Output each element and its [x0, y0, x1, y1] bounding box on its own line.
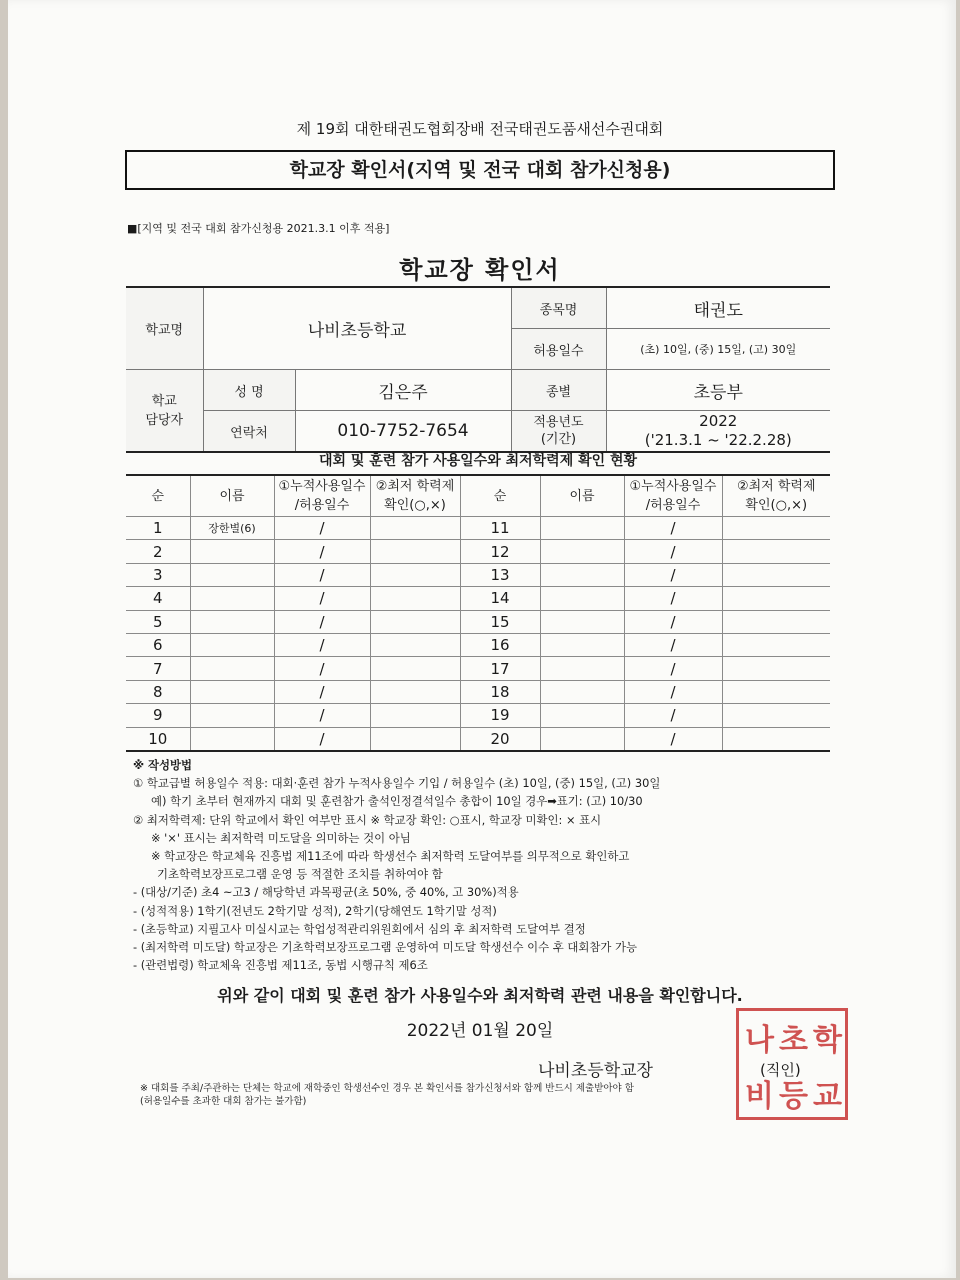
check-cell	[370, 657, 460, 680]
seal-char: 초	[779, 1023, 808, 1058]
row-number: 4	[126, 587, 190, 610]
row-number: 3	[126, 563, 190, 586]
student-name	[190, 680, 274, 703]
student-name	[540, 517, 624, 540]
check-cell	[370, 610, 460, 633]
days-cell: /	[624, 517, 722, 540]
row-number: 13	[460, 563, 540, 586]
table-row	[126, 540, 830, 563]
table-row	[126, 633, 830, 656]
row-number: 20	[460, 727, 540, 751]
row-number: 5	[126, 610, 190, 633]
form-note: ■[지역 및 전국 대회 참가신청용 2021.3.1 이후 적용]	[127, 222, 390, 235]
method-line: 예) 학기 초부터 현재까지 대회 및 훈련참가 출석인정결석일수 총합이 10일 경우➡표기: (고) 10/30	[151, 794, 643, 809]
table-row	[126, 680, 830, 703]
row-number: 1	[126, 517, 190, 540]
student-name	[190, 704, 274, 727]
table-row	[126, 657, 830, 680]
header-no: 순	[460, 475, 540, 517]
student-name	[540, 563, 624, 586]
row-number: 7	[126, 657, 190, 680]
table-row	[126, 610, 830, 633]
header-no: 순	[126, 475, 190, 517]
student-name	[190, 563, 274, 586]
table-row	[126, 517, 830, 540]
days-cell: /	[274, 704, 370, 727]
method-line: 기초학력보장프로그램 운영 등 적절한 조치를 취하여야 함	[157, 867, 443, 882]
header-name: 이름	[540, 475, 624, 517]
method-line: ※ 학교장은 학교체육 진흥법 제11조에 따라 학생선수 최저학력 도달여부를 의무적으로 확인하고	[151, 849, 630, 864]
check-cell	[722, 633, 830, 656]
header-check: ②최저 학력제 확인(○,×)	[722, 475, 830, 517]
school-name: 나비초등학교	[203, 287, 511, 370]
status-table	[126, 474, 830, 752]
days-cell: /	[624, 563, 722, 586]
allowed-days-label: 허용일수	[511, 329, 606, 370]
check-cell	[370, 704, 460, 727]
row-number: 10	[126, 727, 190, 751]
method-line: - (관련법령) 학교체육 진흥법 제11조, 동법 시행규칙 제6조	[133, 958, 428, 973]
header-days: ①누적사용일수 /허용일수	[274, 475, 370, 517]
check-cell	[370, 727, 460, 751]
footnote-line: ※ 대회를 주최/주관하는 단체는 학교에 재학중인 학생선수인 경우 본 확인서를 참가신청서와 함께 반드시 제출받아야 함	[140, 1083, 634, 1094]
table-row	[126, 727, 830, 751]
table-row	[126, 704, 830, 727]
check-cell	[370, 517, 460, 540]
seal-char: 비	[745, 1079, 774, 1114]
method-line: - (성적적용) 1학기(전년도 2학기말 성적), 2학기(당해연도 1학기말 성적)	[133, 903, 497, 918]
days-cell: /	[624, 587, 722, 610]
header-check: ②최저 학력제 확인(○,×)	[370, 475, 460, 517]
category-label: 종별	[511, 370, 606, 411]
method-line: - (초등학교) 지필고사 미실시교는 학업성적관리위원회에서 심의 후 최저학력 도달여부 결정	[133, 921, 586, 936]
student-name	[190, 610, 274, 633]
check-cell	[722, 563, 830, 586]
row-number: 15	[460, 610, 540, 633]
student-name	[540, 657, 624, 680]
footnote	[140, 1082, 830, 1108]
status-title: 대회 및 훈련 참가 사용일수와 최저학력제 확인 현황	[318, 453, 638, 469]
check-cell	[722, 540, 830, 563]
days-cell: /	[624, 540, 722, 563]
boxed-title: 학교장 확인서(지역 및 전국 대회 참가신청용)	[125, 150, 835, 190]
days-cell: /	[274, 517, 370, 540]
student-name	[540, 610, 624, 633]
seal-char: 등	[779, 1079, 808, 1114]
student-name	[190, 587, 274, 610]
allowed-days-value: (초) 10일, (중) 15일, (고) 30일	[606, 329, 830, 370]
method-heading: ※ 작성방법	[133, 758, 193, 772]
student-name	[190, 657, 274, 680]
row-number: 9	[126, 704, 190, 727]
days-cell: /	[624, 610, 722, 633]
footnote-line: (허용일수를 초과한 대회 참가는 불가함)	[140, 1096, 307, 1107]
header-name: 이름	[190, 475, 274, 517]
student-name: 장한별(6)	[190, 517, 274, 540]
confirmation-statement: 위와 같이 대회 및 훈련 참가 사용일수와 최저학력 관련 내용을 확인합니다.	[217, 986, 743, 1005]
days-cell: /	[274, 563, 370, 586]
days-cell: /	[274, 680, 370, 703]
contact-value: 010-7752-7654	[295, 411, 511, 453]
check-cell	[370, 680, 460, 703]
seal-label: (직인)	[760, 1061, 801, 1079]
event-value: 태권도	[606, 287, 830, 329]
check-cell	[722, 587, 830, 610]
days-cell: /	[624, 727, 722, 751]
row-number: 17	[460, 657, 540, 680]
row-number: 18	[460, 680, 540, 703]
issue-date: 2022년 01월 20일	[406, 1021, 554, 1041]
student-name	[540, 540, 624, 563]
days-cell: /	[274, 610, 370, 633]
seal-char: 나	[745, 1023, 774, 1058]
check-cell	[722, 727, 830, 751]
days-cell: /	[274, 657, 370, 680]
event-label: 종목명	[511, 287, 606, 329]
days-cell: /	[274, 587, 370, 610]
days-cell: /	[624, 633, 722, 656]
row-number: 14	[460, 587, 540, 610]
method-line: ① 학교급별 허용일수 적용: 대회·훈련 참가 누적사용일수 기입 / 허용일수 (초) 10일, (중) 15일, (고) 30일	[133, 776, 661, 791]
year-value: 2022 ('21.3.1 ~ '22.2.28)	[606, 411, 830, 453]
table-row	[126, 587, 830, 610]
school-name-label: 학교명	[126, 287, 203, 370]
check-cell	[370, 633, 460, 656]
row-number: 12	[460, 540, 540, 563]
days-cell: /	[274, 633, 370, 656]
method-line: - (대상/기준) 초4 ~고3 / 해당학년 과목평균(초 50%, 중 40%, 고 30%)적용	[133, 885, 519, 900]
student-name	[540, 587, 624, 610]
student-name	[190, 727, 274, 751]
student-name	[540, 633, 624, 656]
student-name	[190, 633, 274, 656]
check-cell	[370, 587, 460, 610]
check-cell	[722, 704, 830, 727]
info-table	[126, 286, 830, 453]
check-cell	[722, 657, 830, 680]
writing-method	[133, 756, 833, 974]
principal-name: 나비초등학교장	[538, 1061, 653, 1081]
student-name	[540, 704, 624, 727]
method-line: - (최저학력 미도달) 학교장은 기초학력보장프로그램 운영하여 미도달 학생선수 이수 후 대회참가 가능	[133, 940, 637, 955]
check-cell	[370, 540, 460, 563]
method-line: ※ '×' 표시는 최저학력 미도달을 의미하는 것이 아님	[151, 830, 411, 845]
manager-name: 김은주	[295, 370, 511, 411]
days-cell: /	[624, 657, 722, 680]
method-line: ② 최저학력제: 단위 학교에서 확인 여부만 표시 ※ 학교장 확인: ○표시, 학교장 미확인: × 표시	[133, 812, 602, 827]
category-value: 초등부	[606, 370, 830, 411]
main-title: 학교장 확인서	[399, 256, 561, 284]
manager-label: 학교 담당자	[126, 370, 203, 453]
student-name	[190, 540, 274, 563]
year-label: 적용년도 (기간)	[511, 411, 606, 453]
check-cell	[370, 563, 460, 586]
table-row	[126, 563, 830, 586]
event-title: 제 19회 대한태권도협회장배 전국태권도품새선수권대회	[296, 120, 664, 138]
days-cell: /	[274, 540, 370, 563]
seal-char: 교	[813, 1079, 842, 1114]
student-name	[540, 680, 624, 703]
row-number: 2	[126, 540, 190, 563]
check-cell	[722, 610, 830, 633]
row-number: 8	[126, 680, 190, 703]
check-cell	[722, 517, 830, 540]
row-number: 11	[460, 517, 540, 540]
name-label: 성 명	[203, 370, 295, 411]
days-cell: /	[624, 680, 722, 703]
row-number: 16	[460, 633, 540, 656]
header-days: ①누적사용일수 /허용일수	[624, 475, 722, 517]
days-cell: /	[274, 727, 370, 751]
seal-char: 학	[813, 1023, 842, 1058]
status-header-row	[126, 475, 830, 517]
student-name	[540, 727, 624, 751]
row-number: 6	[126, 633, 190, 656]
check-cell	[722, 680, 830, 703]
contact-label: 연락처	[203, 411, 295, 453]
row-number: 19	[460, 704, 540, 727]
days-cell: /	[624, 704, 722, 727]
